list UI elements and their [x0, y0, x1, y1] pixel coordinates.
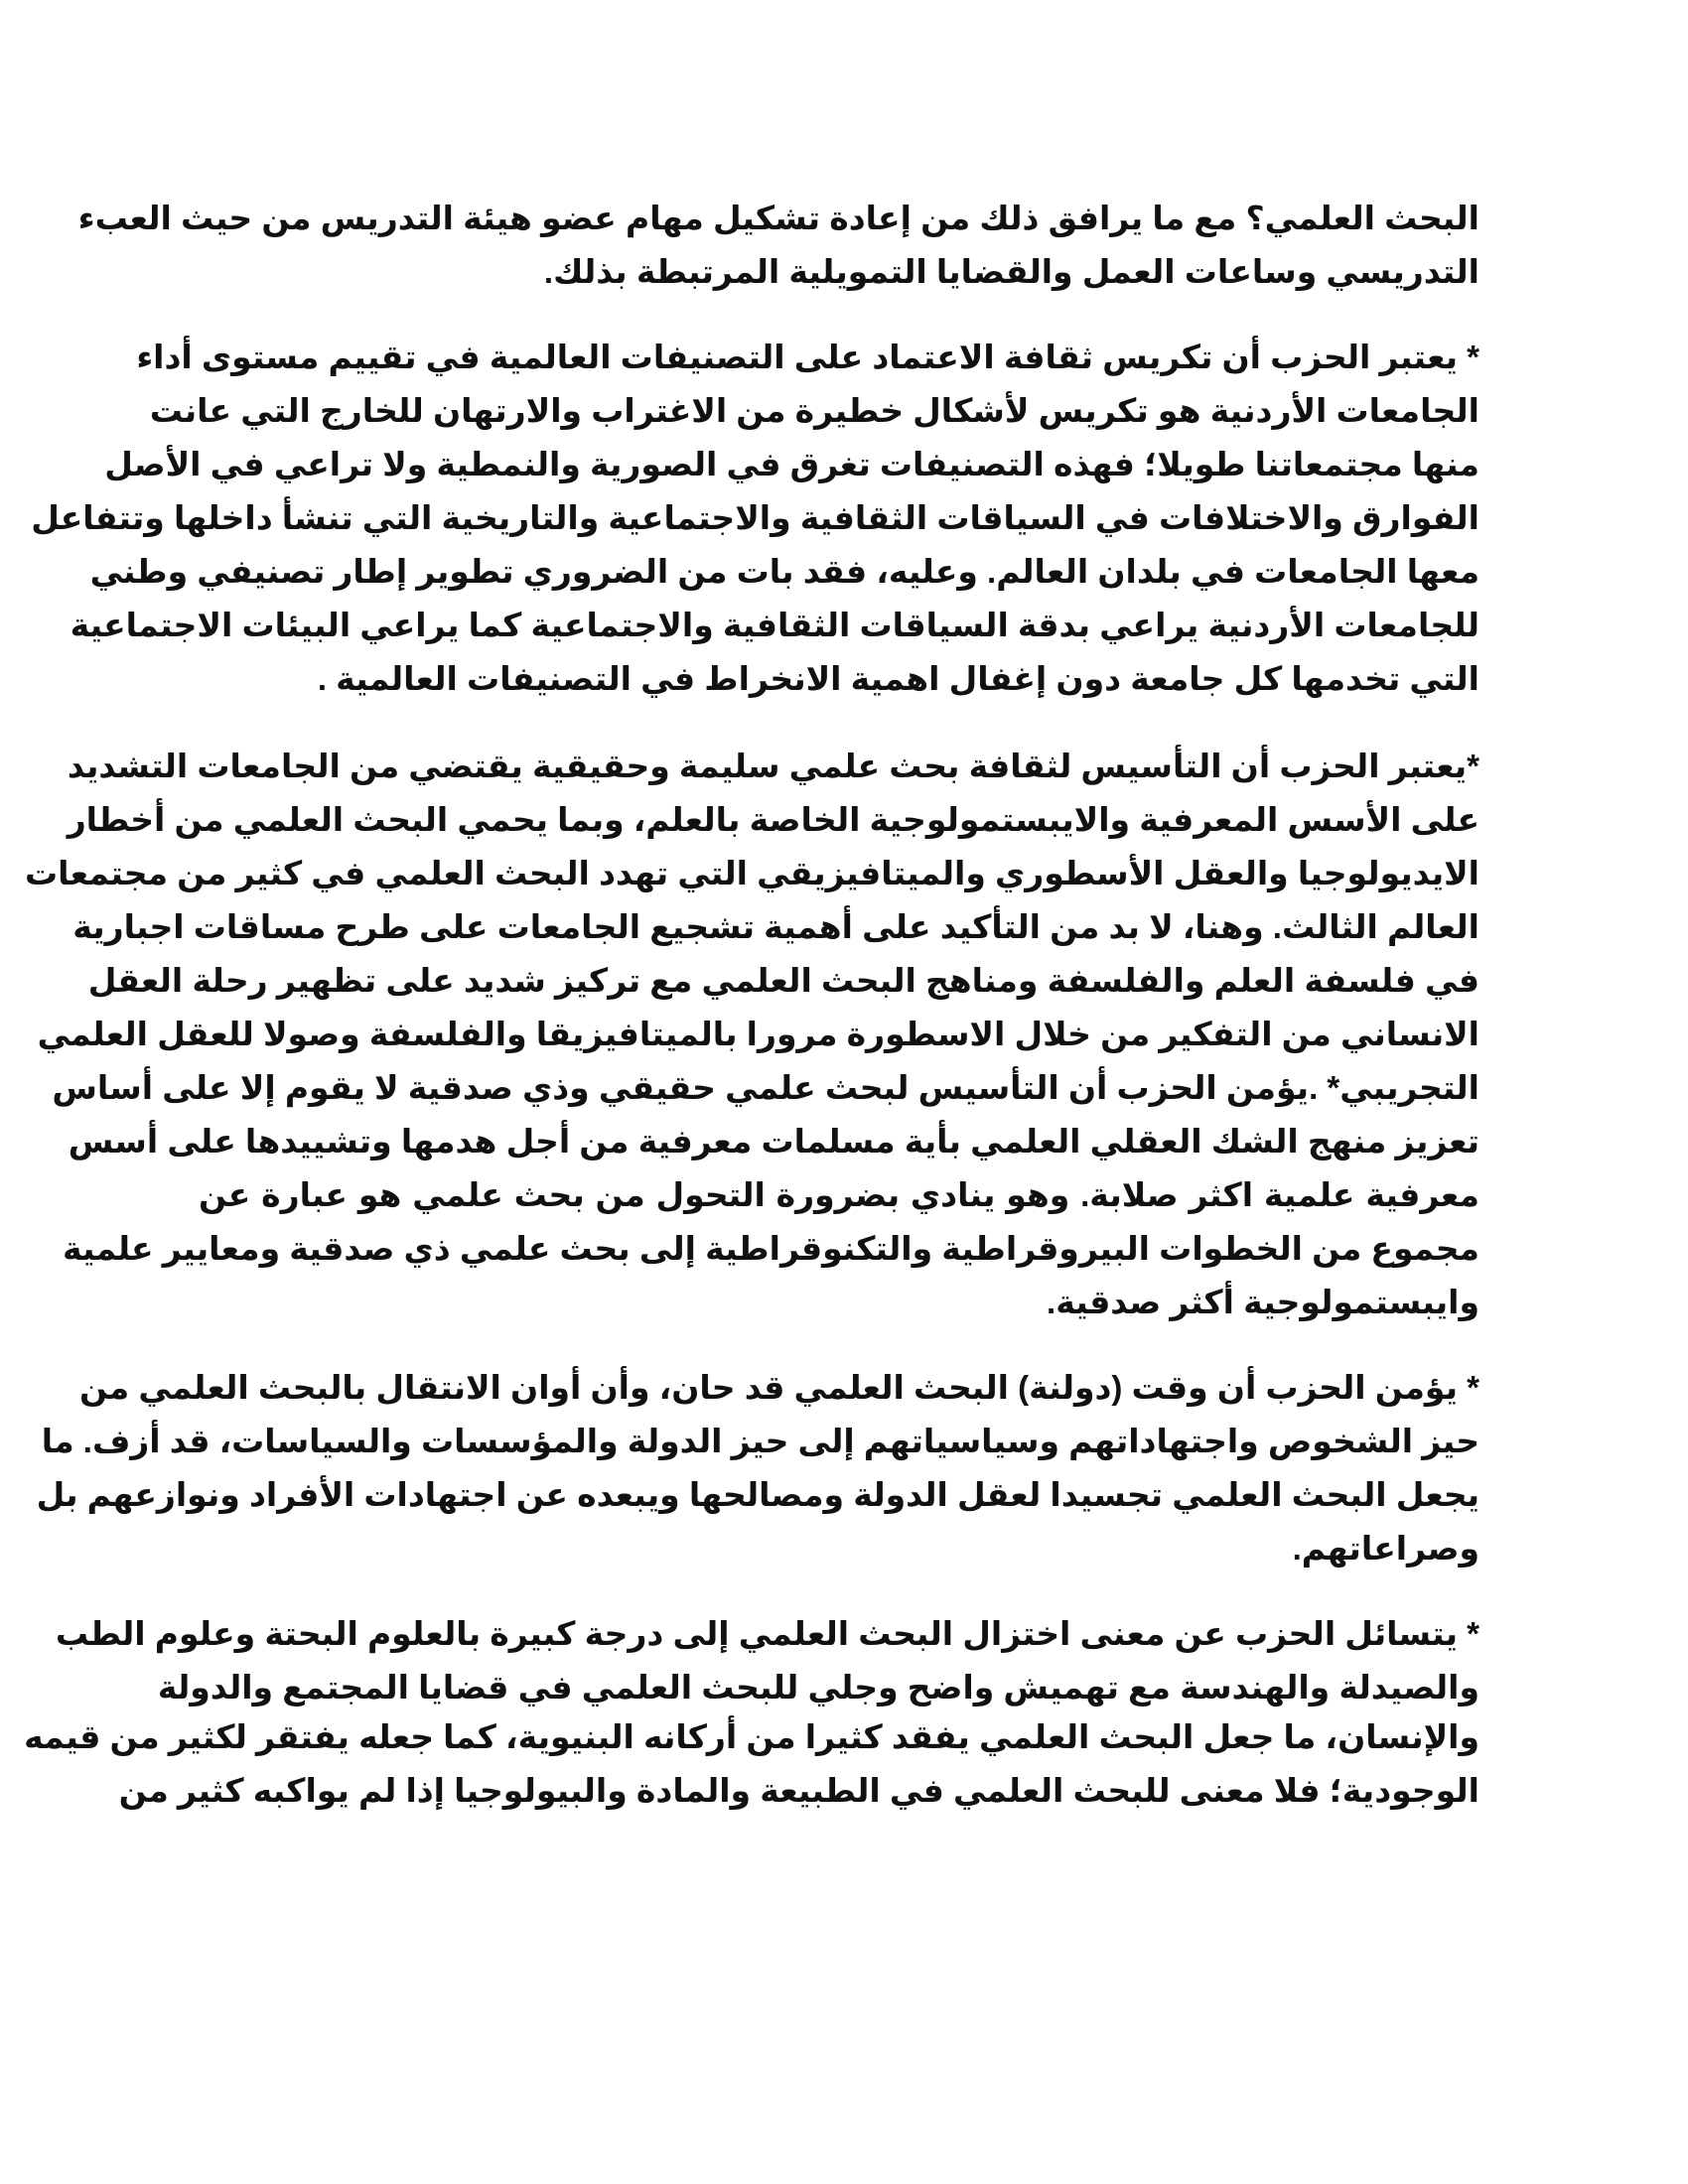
paragraph-2-line-7: التي تخدمها كل جامعة دون إغفال اهمية الانخراط في التصنيفات العالمية .: [317, 660, 1479, 697]
paragraph-2-line-5: معها الجامعات في بلدان العالم. وعليه، فقد بات من الضروري تطوير إطار تصنيفي وطني: [89, 553, 1479, 590]
paragraph-4-line-4: وصراعاتهم.: [1292, 1530, 1479, 1567]
paragraph-5-line-1: * يتسائل الحزب عن معنى اختزال البحث العلمي إلى درجة كبيرة بالعلوم البحتة وعلوم الطب: [55, 1615, 1479, 1652]
paragraph-3-line-10: مجموع من الخطوات البيروقراطية والتكنوقراطية إلى بحث علمي ذي صدقية ومعايير علمية: [62, 1230, 1479, 1267]
paragraph-2-line-1: * يعتبر الحزب أن تكريس ثقافة الاعتماد على التصنيفات العالمية في تقييم مستوى أداء: [136, 339, 1479, 375]
paragraph-4-line-3: يجعل البحث العلمي تجسيدا لعقل الدولة ومصالحها ويبعده عن اجتهادات الأفراد ونوازعهم بل: [36, 1476, 1479, 1513]
paragraph-3-line-4: العالم الثالث. وهنا، لا بد من التأكيد على أهمية تشجيع الجامعات على طرح مساقات اجبارية: [72, 908, 1479, 945]
paragraph-3-line-9: معرفية علمية اكثر صلابة. وهو ينادي بضرورة التحول من بحث علمي هو عبارة عن: [199, 1176, 1479, 1213]
paragraph-4-line-1: * يؤمن الحزب أن وقت (دولنة) البحث العلمي قد حان، وأن أوان الانتقال بالبحث العلمي من: [79, 1369, 1479, 1406]
paragraph-2-line-2: الجامعات الأردنية هو تكريس لأشكال خطيرة من الاغتراب والارتهان للخارج التي عانت: [149, 392, 1479, 429]
paragraph-3-line-8: تعزيز منهج الشك العقلي العلمي بأية مسلمات معرفية من أجل هدمها وتشييدها على أسس: [68, 1123, 1479, 1160]
paragraph-2-line-3: منها مجتمعاتنا طويلا؛ فهذه التصنيفات تغرق في الصورية والنمطية ولا تراعي في الأصل: [104, 446, 1479, 482]
paragraph-3-line-11: وايبستمولوجية أكثر صدقية.: [1047, 1284, 1479, 1320]
paragraph-3-line-7: التجريبي* .يؤمن الحزب أن التأسيس لبحث علمي حقيقي وذي صدقية لا يقوم إلا على أساس: [52, 1069, 1479, 1106]
paragraph-5-line-4: الوجودية؛ فلا معنى للبحث العلمي في الطبيعة والمادة والبيولوجيا إذا لم يواكبه كثير من: [118, 1772, 1479, 1809]
paragraph-5-line-3: والإنسان، ما جعل البحث العلمي يفقد كثيرا من أركانه البنيوية، كما جعله يفتقر لكثير من قيمه: [24, 1718, 1479, 1755]
paragraph-3-line-1: *يعتبر الحزب أن التأسيس لثقافة بحث علمي سليمة وحقيقية يقتضي من الجامعات التشديد: [67, 748, 1479, 784]
paragraph-2-line-4: الفوارق والاختلافات في السياقات الثقافية والاجتماعية والتاريخية التي تنشأ داخلها وتتفاعل: [31, 499, 1479, 536]
paragraph-1-line-1: البحث العلمي؟ مع ما يرافق ذلك من إعادة تشكيل مهام عضو هيئة التدريس من حيث العبء: [77, 200, 1479, 236]
paragraph-3-line-2: على الأسس المعرفية والايبستمولوجية الخاصة بالعلم، وبما يحمي البحث العلمي من أخطار: [67, 801, 1479, 838]
paragraph-5-line-2: والصيدلة والهندسة مع تهميش واضح وجلي للبحث العلمي في قضايا المجتمع والدولة: [157, 1669, 1479, 1706]
paragraph-3-line-5: في فلسفة العلم والفلسفة ومناهج البحث العلمي مع تركيز شديد على تظهير رحلة العقل: [87, 962, 1479, 999]
paragraph-2-line-6: للجامعات الأردنية يراعي بدقة السياقات الثقافية والاجتماعية كما يراعي البيئات الاجتماعية: [70, 607, 1479, 643]
paragraph-3-line-3: الايديولوجيا والعقل الأسطوري والميتافيزيقي التي تهدد البحث العلمي في كثير من مجتمعات: [25, 855, 1479, 891]
paragraph-3-line-6: الانساني من التفكير من خلال الاسطورة مرورا بالميتافيزيقا والفلسفة وصولا للعقل العلمي: [37, 1016, 1479, 1052]
paragraph-4-line-2: حيز الشخوص واجتهاداتهم وسياسياتهم إلى حيز الدولة والمؤسسات والسياسات، قد أزف. ما: [41, 1423, 1479, 1459]
paragraph-1-line-2: التدريسي وساعات العمل والقضايا التمويلية المرتبطة بذلك.: [543, 253, 1479, 290]
